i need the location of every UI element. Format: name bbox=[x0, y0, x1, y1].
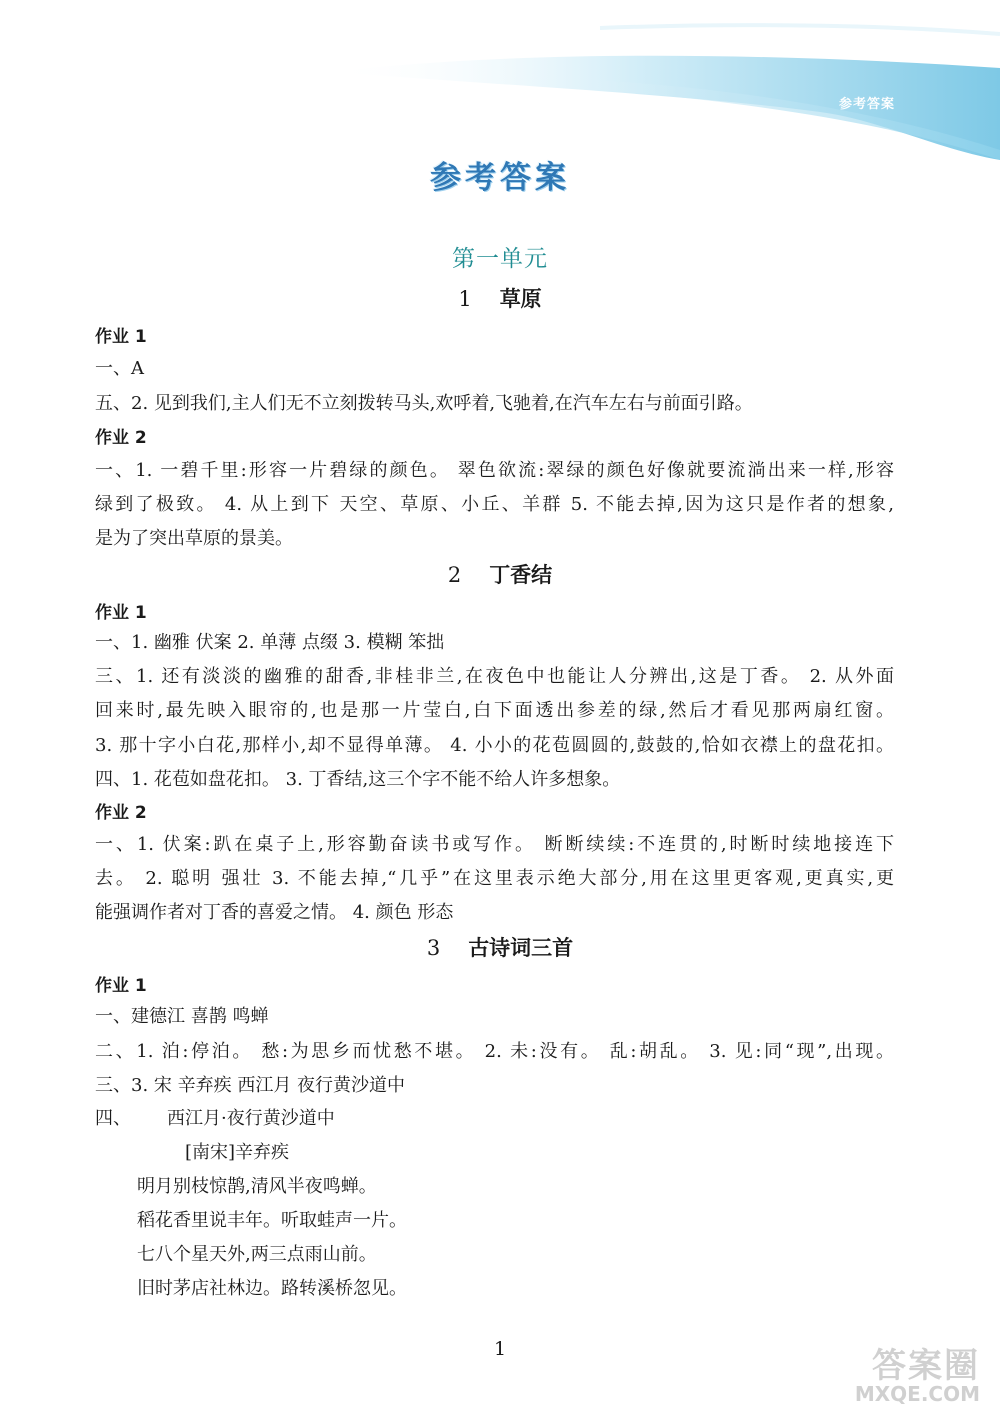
page-title: 参考答案 bbox=[430, 160, 570, 196]
answer-line: 二、1. 泊:停泊。 愁:为思乡而忧愁不堪。 2. 未:没有。 乱:胡乱。 3. 见:同“现”,出现。 bbox=[95, 1041, 894, 1062]
answer-line: 四、1. 花苞如盘花扣。 3. 丁香结,这三个字不能不给人许多想象。 bbox=[95, 769, 621, 790]
unit-title: 第一单元 bbox=[452, 246, 548, 272]
watermark-url: MXQE.COM bbox=[854, 1382, 980, 1406]
answer-line: 能强调作者对丁香的喜爱之情。 4. 颜色 形态 bbox=[95, 902, 454, 923]
answer-line: 是为了突出草原的景美。 bbox=[95, 528, 293, 549]
answer-line: 绿到了极致。 4. 从上到下 天空、草原、小丘、羊群 5. 不能去掉,因为这只是作者的想象, bbox=[95, 494, 894, 515]
answer-line: 3. 那十字小白花,那样小,却不显得单薄。 4. 小小的花苞圆圆的,鼓鼓的,恰如衣襟上的盘花扣。 bbox=[95, 735, 894, 756]
answer-line: 一、建德江 喜鹊 鸣蝉 bbox=[95, 1006, 269, 1027]
answer-line: 三、3. 宋 辛弃疾 西江月 夜行黄沙道中 bbox=[95, 1075, 406, 1096]
header-tag: 参考答案 bbox=[838, 97, 895, 112]
poem-title: 西江月·夜行黄沙道中 bbox=[167, 1108, 335, 1129]
lesson-3-title bbox=[0, 932, 1000, 962]
lesson-2-title bbox=[0, 559, 1000, 589]
lesson-number: 3 bbox=[426, 936, 441, 960]
poem-author: [南宋]辛弃疾 bbox=[185, 1142, 290, 1163]
answer-line: 五、2. 见到我们,主人们无不立刻拨转马头,欢呼着,飞驰着,在汽车左右与前面引路。 bbox=[95, 393, 753, 414]
poem-line: 稻花香里说丰年。听取蛙声一片。 bbox=[137, 1210, 407, 1231]
answer-line: 一、1. 一碧千里:形容一片碧绿的颜色。 翠色欲流:翠绿的颜色好像就要流淌出来一样,形容 bbox=[95, 460, 894, 481]
answer-line: 回来时,最先映入眼帘的,也是那一片莹白,白下面透出参差的绿,然后才看见那两扇红窗。 bbox=[95, 700, 894, 721]
lesson-name: 古诗词三首 bbox=[468, 935, 574, 960]
lesson-number: 1 bbox=[458, 287, 472, 311]
homework-label: 作业 1 bbox=[95, 603, 147, 623]
answer-line: 一、A bbox=[95, 358, 144, 379]
watermark bbox=[828, 1338, 988, 1408]
lesson-name: 丁香结 bbox=[489, 562, 553, 587]
poem-line: 旧时茅店社林边。路转溪桥忽见。 bbox=[137, 1278, 407, 1299]
answer-line: 三、1. 还有淡淡的幽雅的甜香,非桂非兰,在夜色中也能让人分辨出,这是丁香。 2. 从外面 bbox=[95, 666, 894, 687]
lesson-number: 2 bbox=[447, 563, 462, 587]
page-number: 1 bbox=[493, 1338, 507, 1360]
lesson-name: 草原 bbox=[499, 286, 542, 311]
homework-label: 作业 1 bbox=[95, 976, 147, 996]
answer-line: 去。 2. 聪明 强壮 3. 不能去掉,“几乎”在这里表示绝大部分,用在这里更客观,更真实,更 bbox=[95, 868, 894, 889]
answer-line: 一、1. 伏案:趴在桌子上,形容勤奋读书或写作。 断断续续:不连贯的,时断时续地接连下 bbox=[95, 834, 894, 855]
homework-label: 作业 1 bbox=[95, 327, 147, 347]
header-swoosh bbox=[0, 0, 1000, 170]
poem-line: 七八个星天外,两三点雨山前。 bbox=[137, 1244, 377, 1265]
homework-label: 作业 2 bbox=[95, 803, 147, 823]
lesson-1-title bbox=[0, 283, 1000, 313]
answer-line: 一、1. 幽雅 伏案 2. 单薄 点缀 3. 模糊 笨拙 bbox=[95, 632, 445, 653]
homework-label: 作业 2 bbox=[95, 428, 147, 448]
poem-line: 明月别枝惊鹊,清风半夜鸣蝉。 bbox=[137, 1176, 377, 1197]
poem-prefix: 四、 bbox=[95, 1108, 131, 1129]
watermark-logo: 答案圈 bbox=[872, 1346, 980, 1386]
